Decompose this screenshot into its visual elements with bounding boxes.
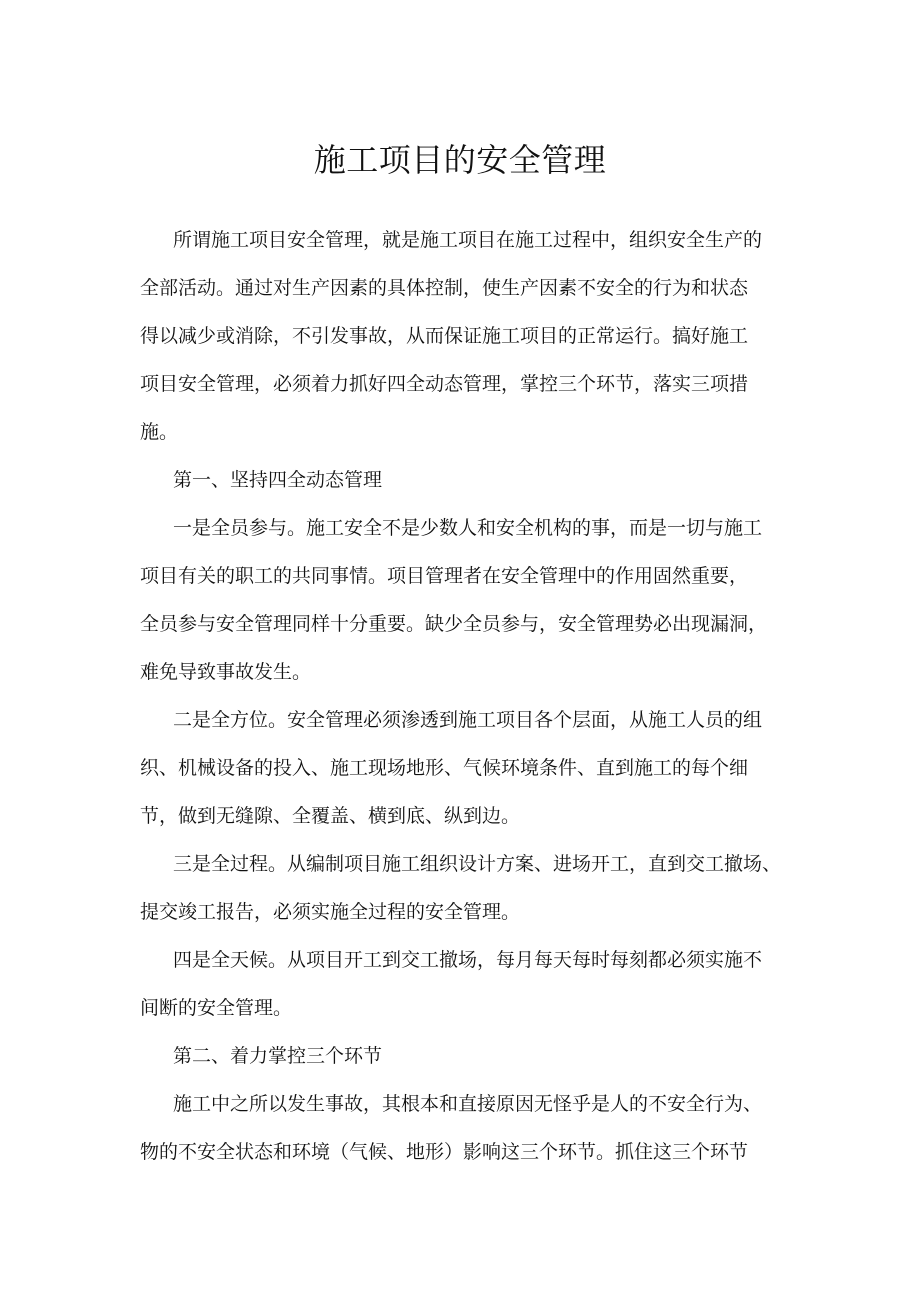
paragraph-line: 提交竣工报告，必须实施全过程的安全管理。 <box>140 901 521 923</box>
paragraph-line: 所谓施工项目安全管理，就是施工项目在施工过程中，组织安全生产的 <box>173 229 763 251</box>
paragraph-line: 二是全方位。安全管理必须渗透到施工项目各个层面，从施工人员的组 <box>173 709 763 731</box>
paragraph-line: 施工中之所以发生事故，其根本和直接原因无怪乎是人的不安全行为、 <box>173 1093 763 1115</box>
paragraph-line: 施。 <box>140 421 179 443</box>
paragraph-line: 四是全天候。从项目开工到交工撤场，每月每天每时每刻都必须实施不 <box>173 949 763 971</box>
section-heading-2: 第二、着力掌控三个环节 <box>173 1045 383 1067</box>
paragraph-line: 全部活动。通过对生产因素的具体控制，使生产因素不安全的行为和状态 <box>140 277 749 299</box>
paragraph-line: 织、机械设备的投入、施工现场地形、气候环境条件、直到施工的每个细 <box>140 757 749 779</box>
item-paragraph-5 <box>140 1080 800 1176</box>
paragraph-line: 项目有关的职工的共同事情。项目管理者在安全管理中的作用固然重要， <box>140 565 749 587</box>
intro-paragraph <box>140 216 800 456</box>
paragraph-line: 难免导致事故发生。 <box>140 661 312 683</box>
item-paragraph-2 <box>140 696 800 840</box>
paragraph-line: 全员参与安全管理同样十分重要。缺少全员参与，安全管理势必出现漏洞， <box>140 613 768 635</box>
section-heading-1: 第一、坚持四全动态管理 <box>173 469 383 491</box>
item-paragraph-4 <box>140 936 800 1032</box>
paragraph-line: 物的不安全状态和环境（气候、地形）影响这三个环节。抓住这三个环节 <box>140 1141 749 1163</box>
document-title: 施工项目的安全管理 <box>313 141 607 179</box>
paragraph-line: 节，做到无缝隙、全覆盖、横到底、纵到边。 <box>140 805 521 827</box>
paragraph-line: 间断的安全管理。 <box>140 997 293 1019</box>
paragraph-line: 一是全员参与。施工安全不是少数人和安全机构的事，而是一切与施工 <box>173 517 763 539</box>
document-body <box>140 216 800 1176</box>
paragraph-line: 项目安全管理，必须着力抓好四全动态管理，掌控三个环节，落实三项措 <box>140 373 749 395</box>
paragraph-line: 三是全过程。从编制项目施工组织设计方案、进场开工，直到交工撤场、 <box>173 853 782 875</box>
item-paragraph-3 <box>140 840 800 936</box>
paragraph-line: 得以减少或消除，不引发事故，从而保证施工项目的正常运行。搞好施工 <box>140 325 749 347</box>
item-paragraph-1 <box>140 504 800 696</box>
